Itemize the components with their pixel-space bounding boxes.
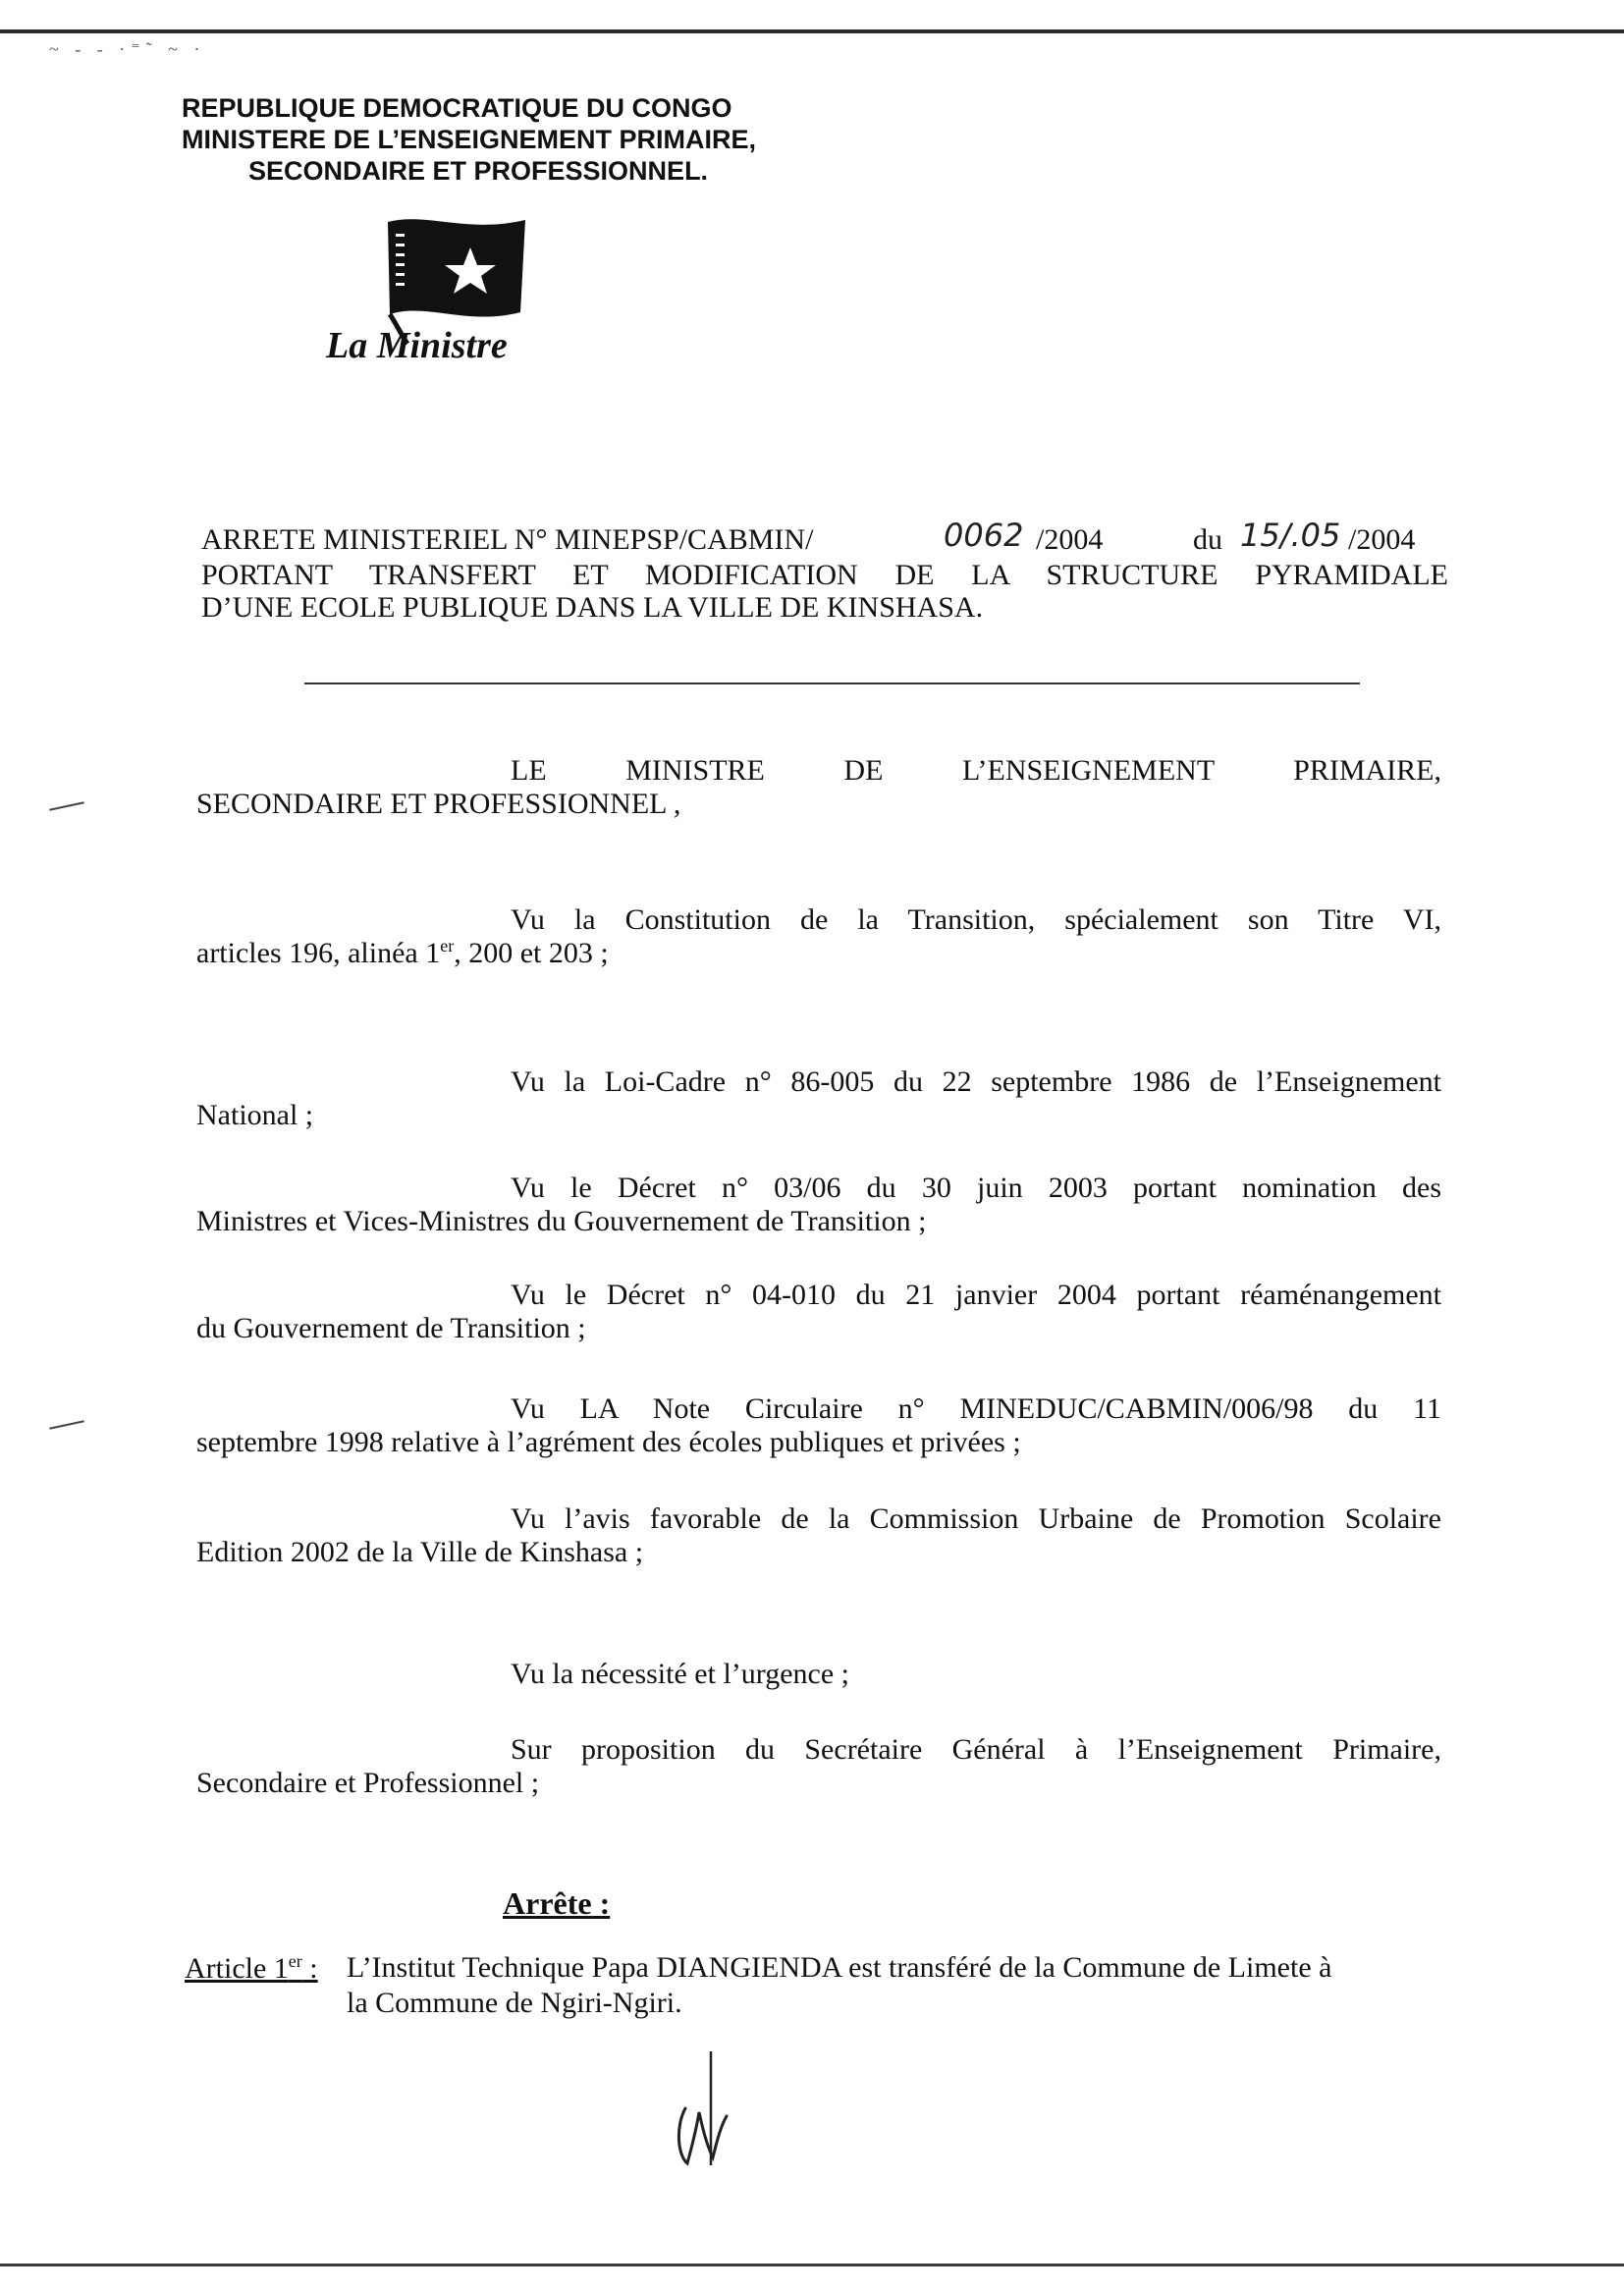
article-1-label: Article 1er : [185, 1951, 318, 1985]
margin-mark [49, 801, 84, 810]
consideration-note-circulaire: Vu LA Note Circulaire n° MINEDUC/CABMIN/006/98 du 11 septembre 1998 relative à l’agrément des écoles publiques et privées ; [196, 1392, 1441, 1458]
consideration-constitution: Vu la Constitution de la Transition, spécialement son Titre VI, articles 196, alinéa 1er, 200 et 203 ; [196, 903, 1441, 969]
arrete-reference-line [201, 517, 1448, 559]
consideration-urgence: Vu la nécessité et l’urgence ; [511, 1658, 849, 1690]
arrete-du: du [1193, 523, 1222, 556]
minister-title: LE MINISTRE DE L’ENSEIGNEMENT PRIMAIRE, SECONDAIRE ET PROFESSIONNEL , [196, 754, 1441, 820]
arrete-title [201, 517, 1448, 624]
consideration-decret-reamenagement: Vu le Décret n° 04-010 du 21 janvier 2004 portant réaménangement du Gouvernement de Transition ; [196, 1279, 1441, 1344]
initials-signature-icon [668, 2047, 746, 2170]
margin-mark [49, 1420, 84, 1429]
arrete-number: 0062 [944, 517, 1024, 554]
scan-artifact: ~ - - ·⁼˜ ~ · [49, 39, 206, 59]
title-separator [304, 682, 1360, 684]
country-name: REPUBLIQUE DEMOCRATIQUE DU CONGO [182, 93, 732, 123]
consideration-avis-commission: Vu l’avis favorable de la Commission Urbaine de Promotion Scolaire Edition 2002 de la Ville de Kinshasa ; [196, 1502, 1441, 1568]
consideration-decret-nomination: Vu le Décret n° 03/06 du 30 juin 2003 portant nomination des Ministres et Vices-Ministres du Gouvernement de Transition ; [196, 1172, 1441, 1237]
ministry-name-line2: SECONDAIRE ET PROFESSIONNEL. [248, 156, 709, 186]
bottom-scan-rule [0, 2264, 1624, 2266]
ministry-name-line1: MINISTERE DE L’ENSEIGNEMENT PRIMAIRE, [182, 125, 757, 154]
arrete-subject-line1: PORTANT TRANSFERT ET MODIFICATION DE LA STRUCTURE PYRAMIDALE [201, 559, 1448, 591]
arrete-subject-line2: D’UNE ECOLE PUBLIQUE DANS LA VILLE DE KINSHASA. [201, 591, 984, 624]
arrete-prefix: ARRETE MINISTERIEL N° MINEPSP/CABMIN/ [201, 523, 814, 556]
arrete-date-year: /2004 [1348, 523, 1416, 556]
arrete-year: /2004 [1036, 523, 1104, 556]
letterhead [182, 92, 869, 187]
consideration-loi-cadre: Vu la Loi-Cadre n° 86-005 du 22 septembre 1986 de l’Enseignement National ; [196, 1065, 1441, 1131]
consideration-proposition: Sur proposition du Secrétaire Général à l’Enseignement Primaire, Secondaire et Professionnel ; [196, 1733, 1441, 1799]
ministre-label: La Ministre [326, 325, 508, 366]
top-scan-rule [0, 29, 1624, 33]
arrete-date-handwritten: 15/.05 [1240, 517, 1341, 554]
article-1-text: L’Institut Technique Papa DIANGIENDA est transféré de la Commune de Limete à la Commune de Ngiri-Ngiri. [347, 1951, 1332, 2019]
arrete-heading: Arrête : [503, 1885, 611, 1921]
